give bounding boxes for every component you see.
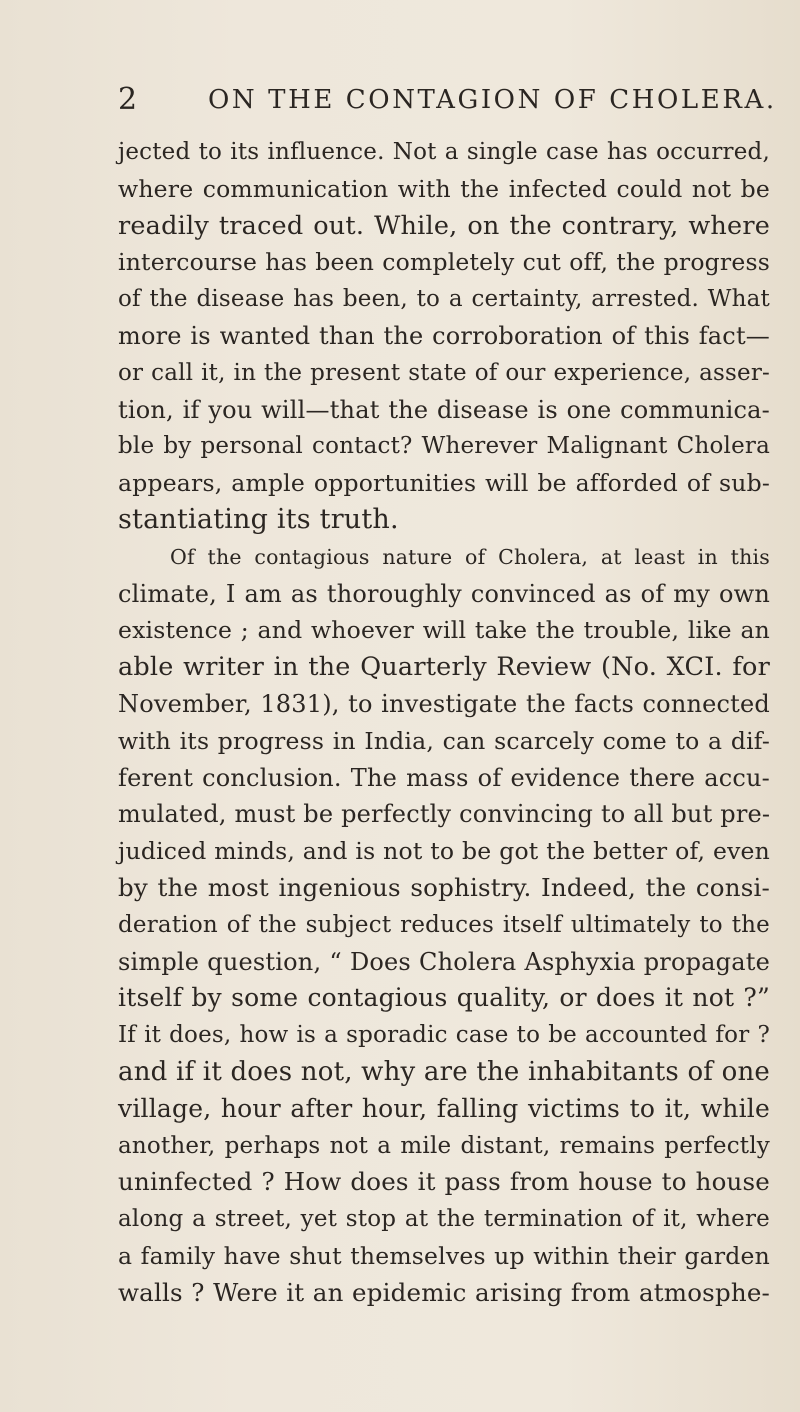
text-line: itself by some contagious quality, or does it not ?” <box>118 983 770 1013</box>
text-line: walls ? Were it an epidemic arising from atmosphe- <box>118 1277 770 1307</box>
text-line: November, 1831), to investigate the facts connected <box>118 689 770 718</box>
text-line: tion, if you will—that the disease is one communica- <box>118 395 770 424</box>
text-line: ble by personal contact? Wherever Malignant Cholera <box>118 433 770 460</box>
text-line: along a street, yet stop at the termination of it, where <box>118 1206 770 1233</box>
text-line: mulated, must be perfectly convincing to all but pre- <box>118 800 771 829</box>
text-line: appears, ample opportunities will be afforded of sub- <box>118 469 770 498</box>
text-line: by the most ingenious sophistry. Indeed, the consi- <box>118 872 770 902</box>
text-line: of the disease has been, to a certainty, arrested. What <box>118 286 770 313</box>
text-line: more is wanted than the corroboration of this fact— <box>118 321 770 350</box>
page-number: 2 <box>118 82 138 117</box>
page-header <box>118 80 777 120</box>
text-line: If it does, how is a sporadic case to be accounted for ? <box>118 1022 770 1049</box>
text-line: jected to its influence. Not a single case has occurred, <box>118 139 770 165</box>
body-text <box>118 134 770 1312</box>
text-line: or call it, in the present state of our experience, asser- <box>118 359 770 386</box>
text-line: climate, I am as thoroughly convinced as of my own <box>118 579 770 608</box>
text-line: able writer in the Quarterly Review (No. XCI. for <box>118 652 770 683</box>
text-line: ferent conclusion. The mass of evidence there accu- <box>118 763 770 792</box>
text-line: existence ; and whoever will take the trouble, like an <box>118 616 770 645</box>
text-line: and if it does not, why are the inhabitants of one <box>118 1056 770 1087</box>
text-line: simple question, “ Does Cholera Asphyxia propagate <box>118 947 770 976</box>
text-line: village, hour after hour, falling victims to it, while <box>118 1093 770 1123</box>
text-line: where communication with the infected could not be <box>118 174 770 203</box>
running-title: ON THE CONTAGION OF CHOLERA. <box>208 85 777 115</box>
text-line: deration of the subject reduces itself ultimately to the <box>118 911 770 938</box>
text-line: uninfected ? How does it pass from house to house <box>118 1167 770 1197</box>
text-line: judiced minds, and is not to be got the better of, even <box>118 837 770 866</box>
text-line: another, perhaps not a mile distant, remains perfectly <box>118 1132 770 1159</box>
text-line: Of the contagious nature of Cholera, at least in this <box>170 544 770 569</box>
text-line: readily traced out. While, on the contrary, where <box>118 210 770 241</box>
text-line: with its progress in India, can scarcely come to a dif- <box>118 726 770 755</box>
text-line: intercourse has been completely cut off, the progress <box>118 248 770 277</box>
text-line: stantiating its truth. <box>118 503 399 535</box>
text-line: a family have shut themselves up within their garden <box>118 1241 770 1270</box>
